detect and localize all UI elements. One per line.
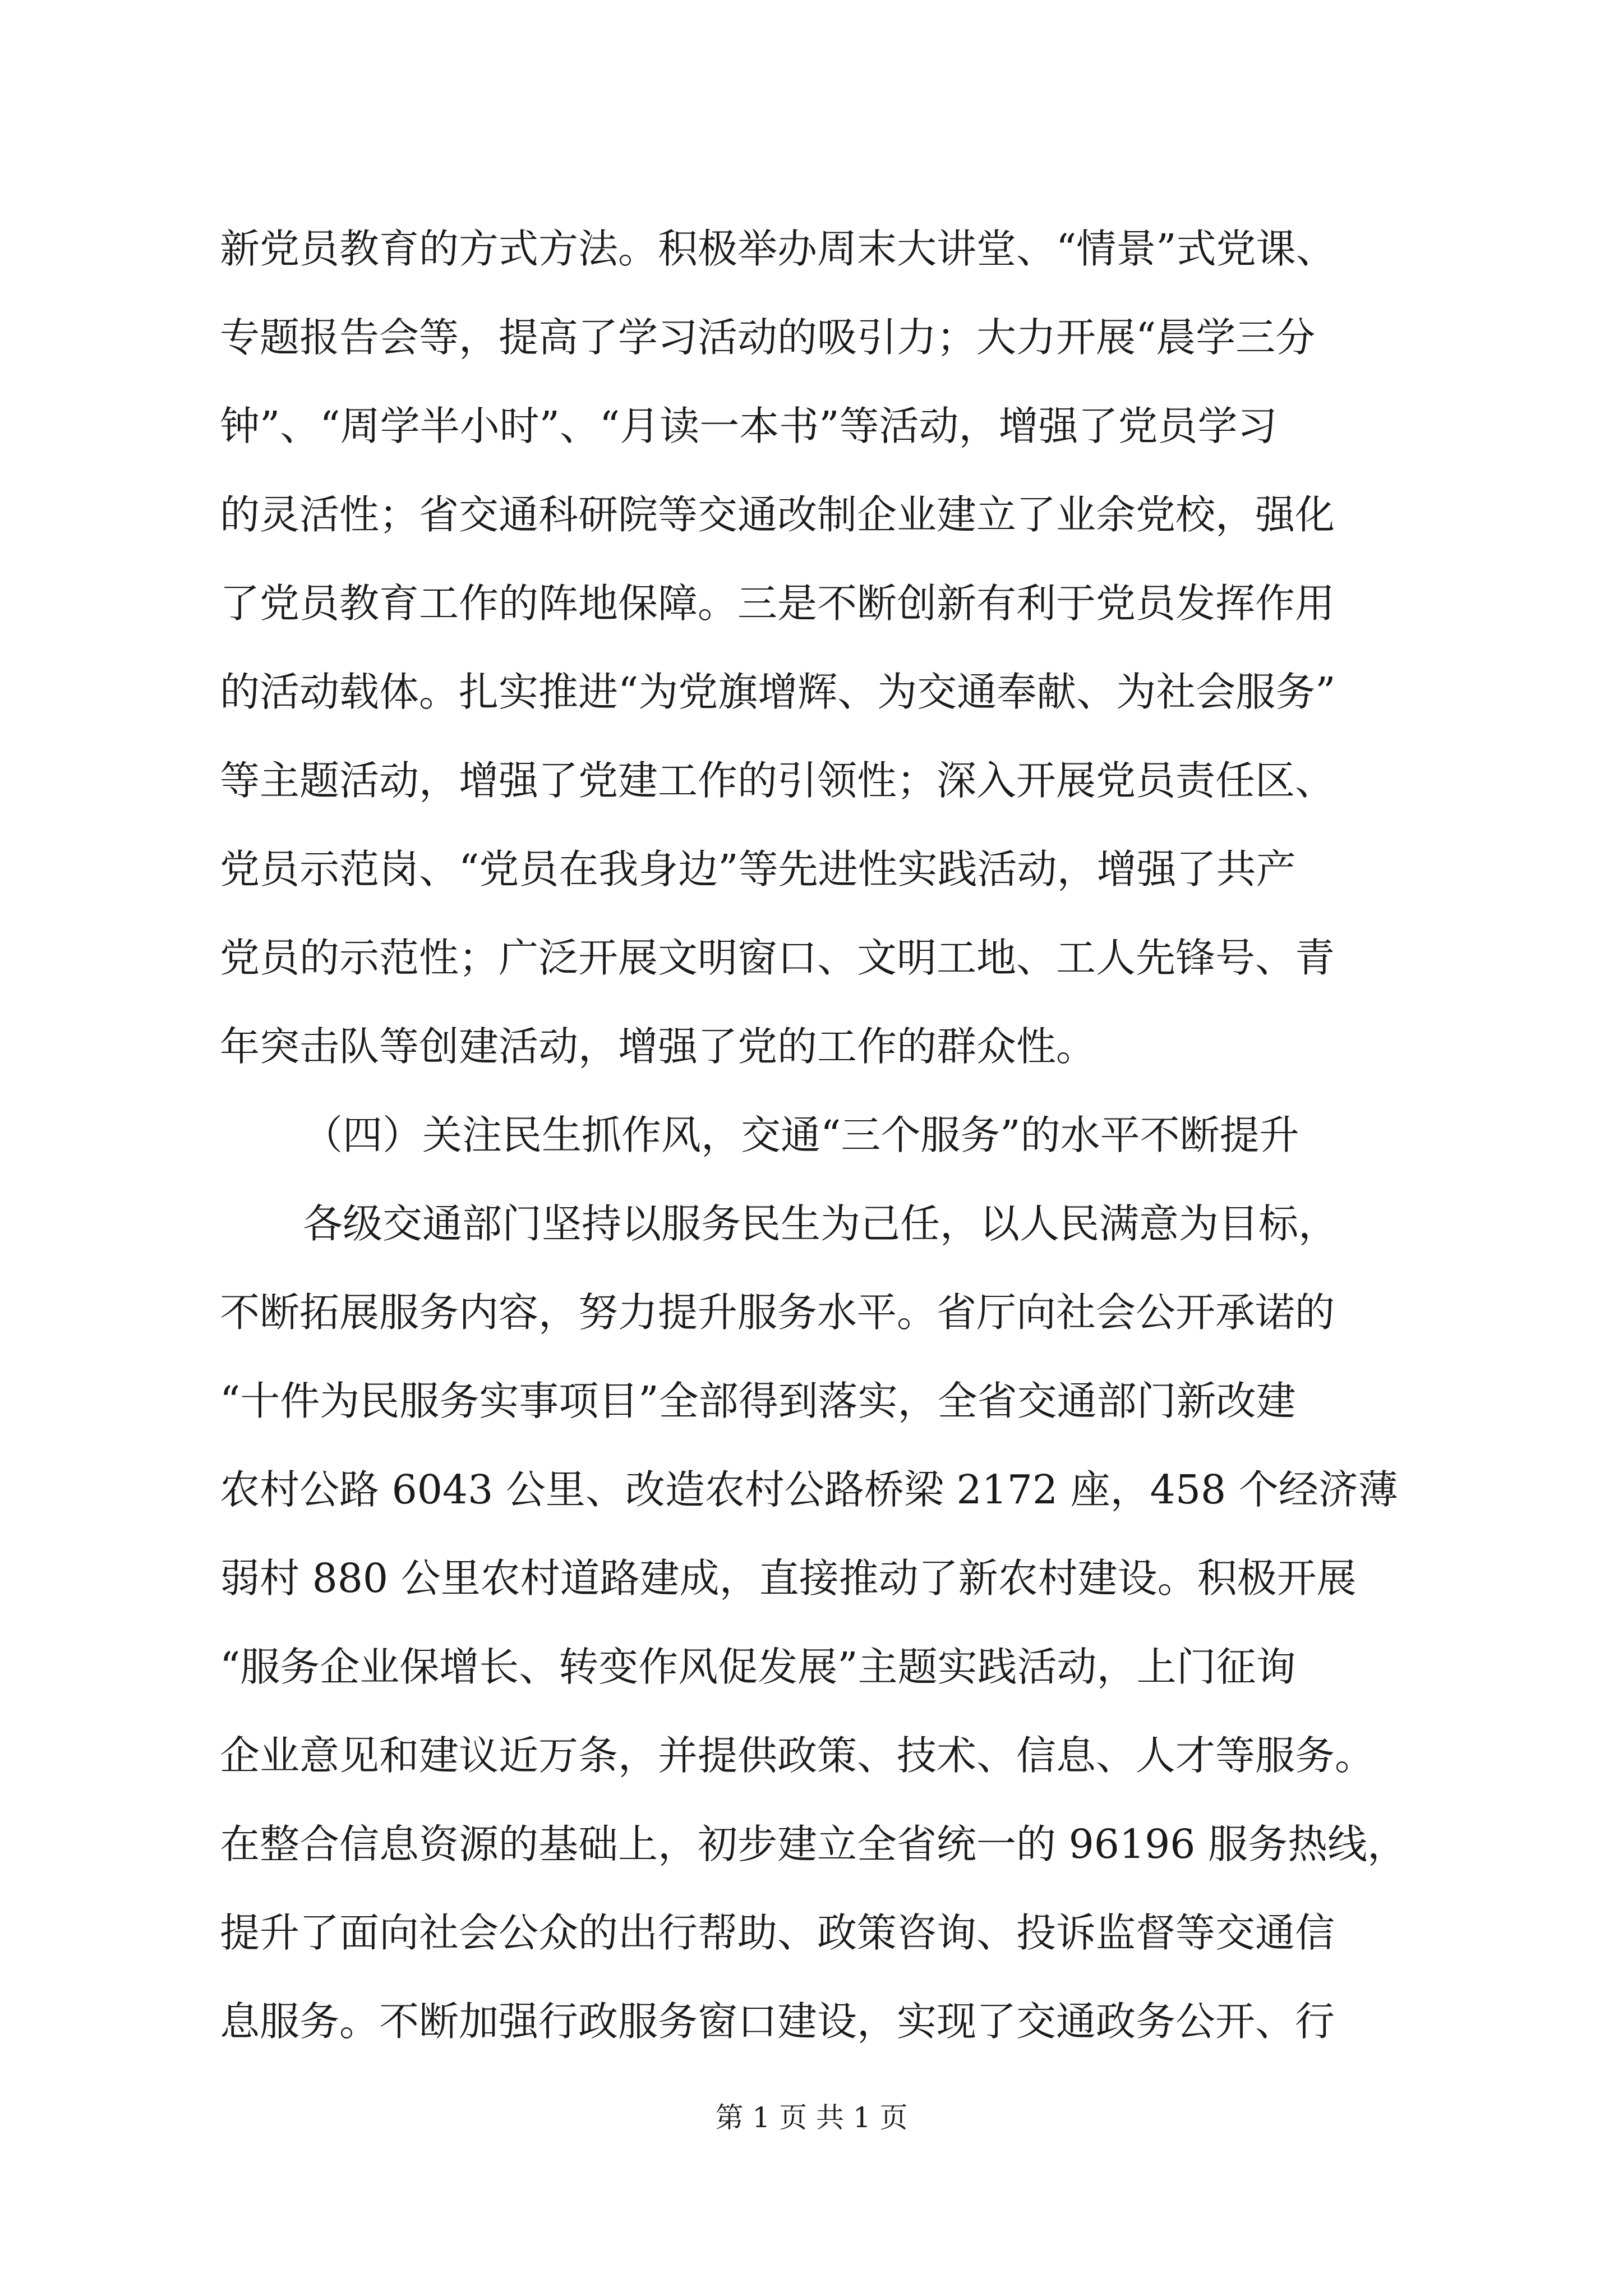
body-line: 年突击队等创建活动，增强了党的工作的群众性。: [220, 1023, 1096, 1070]
body-line: “服务企业保增长、转变作风促发展”主题实践活动，上门征询: [220, 1644, 1296, 1690]
body-line: 等主题活动，增强了党建工作的引领性；深入开展党员责任区、: [220, 757, 1335, 804]
section-heading: （四）关注民生抓作风，交通“三个服务”的水平不断提升: [303, 1112, 1299, 1158]
body-line: 的灵活性；省交通科研院等交通改制企业建立了业余党校，强化: [220, 491, 1335, 538]
body-line: 各级交通部门坚持以服务民生为己任，以人民满意为目标，: [303, 1200, 1339, 1247]
body-line: 在整合信息资源的基础上，初步建立全省统一的 96196 服务热线，: [220, 1821, 1408, 1867]
body-line: 了党员教育工作的阵地保障。三是不断创新有利于党员发挥作用: [220, 580, 1335, 627]
body-line: 钟”、“周学半小时”、“月读一本书”等活动，增强了党员学习: [220, 403, 1278, 449]
body-line: 息服务。不断加强行政服务窗口建设，实现了交通政务公开、行: [220, 1998, 1335, 2045]
body-line: 农村公路 6043 公里、改造农村公路桥梁 2172 座，458 个经济薄: [220, 1466, 1398, 1513]
body-line: 不断拓展服务内容，努力提升服务水平。省厅向社会公开承诺的: [220, 1289, 1335, 1336]
page-footer: 第 1 页 共 1 页: [715, 2101, 908, 2134]
body-line: 企业意见和建议近万条，并提供政策、技术、信息、人才等服务。: [220, 1732, 1375, 1779]
body-line: 新党员教育的方式方法。积极举办周末大讲堂、“情景”式党课、: [220, 226, 1336, 272]
body-line: 党员的示范性；广泛开展文明窗口、文明工地、工人先锋号、青: [220, 935, 1335, 981]
body-line: “十件为民服务实事项目”全部得到落实，全省交通部门新改建: [220, 1378, 1296, 1424]
body-line: 专题报告会等，提高了学习活动的吸引力；大力开展“晨学三分: [220, 314, 1316, 361]
body-line: 提升了面向社会公众的出行帮助、政策咨询、投诉监督等交通信: [220, 1910, 1335, 1956]
document-body: [220, 205, 1420, 2066]
body-line: 的活动载体。扎实推进“为党旗增辉、为交通奉献、为社会服务”: [220, 669, 1336, 715]
body-line: 弱村 880 公里农村道路建成，直接推动了新农村建设。积极开展: [220, 1555, 1357, 1602]
body-line: 党员示范岗、“党员在我身边”等先进性实践活动，增强了共产: [220, 846, 1296, 892]
